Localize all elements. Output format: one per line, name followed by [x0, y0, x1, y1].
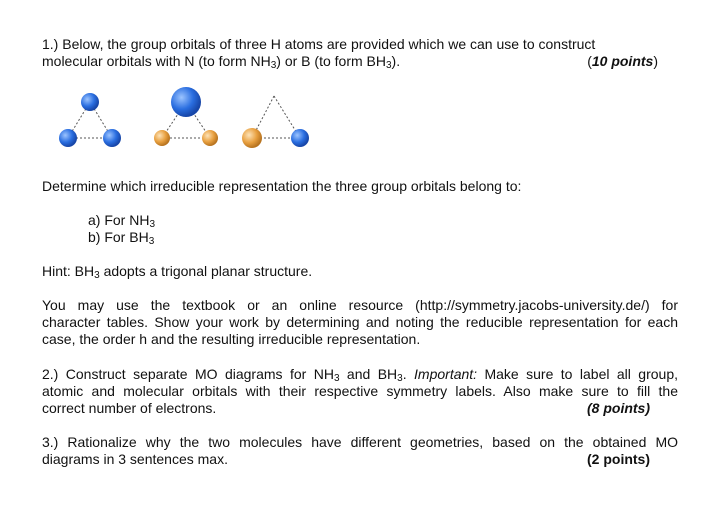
- determine-text: Determine which irreducible representation the three group orbitals belong to:: [42, 178, 522, 194]
- orbital-set-e2: [242, 96, 309, 148]
- h-orbital-orange: [202, 130, 218, 146]
- h-orbital-orange: [242, 128, 262, 148]
- q1-line2: molecular orbitals with N (to form $NH_3$) or B (to form $BH_3$). (10 points): [42, 53, 658, 71]
- important-label: Important:: [414, 366, 478, 382]
- q3-points: (2 points): [587, 451, 650, 467]
- q3-block: 3.) Rationalize why the two molecules have different geometries, based on the obtained MO diagrams in 3 sentences max. (2 points): [42, 434, 678, 467]
- part-b: b) For $BH_3$: [88, 229, 155, 247]
- part-a: a) For $NH_3$: [88, 212, 156, 230]
- h-orbital-blue: [81, 93, 99, 111]
- h-orbital-blue: [291, 129, 309, 147]
- q1-block: [42, 36, 678, 70]
- orbital-set-e1: [154, 87, 218, 146]
- resource-block: You may use the textbook or an online resource (http://symmetry.jacobs-university.de/) for character tables. Show your work by determining and noting the reducible representation for each case, the order h and the resulting irreducible representation.: [42, 297, 678, 347]
- q2-points: (8 points): [587, 400, 650, 416]
- q1-points: (10 points): [587, 53, 658, 69]
- h-orbital-blue-large: [171, 87, 201, 117]
- q2-block: 2.) Construct separate MO diagrams for $NH_3$ and $BH_3$. Important: Make sure to label all group, atomic and molecular orbitals with their respective symmetry labels. Also make sure to fill the correct number of electrons. (8 points): [42, 366, 679, 416]
- h-orbital-orange: [154, 130, 170, 146]
- h-orbital-blue: [59, 129, 77, 147]
- hint-text: Hint: $BH_3$ adopts a trigonal planar structure.: [42, 263, 313, 281]
- orbital-set-a1: [59, 93, 121, 147]
- q1-line1: 1.) Below, the group orbitals of three H atoms are provided which we can use to construct: [42, 36, 596, 52]
- h-orbital-blue: [103, 129, 121, 147]
- group-orbitals-figure: [50, 84, 330, 164]
- q1-number: 1.): [42, 36, 59, 52]
